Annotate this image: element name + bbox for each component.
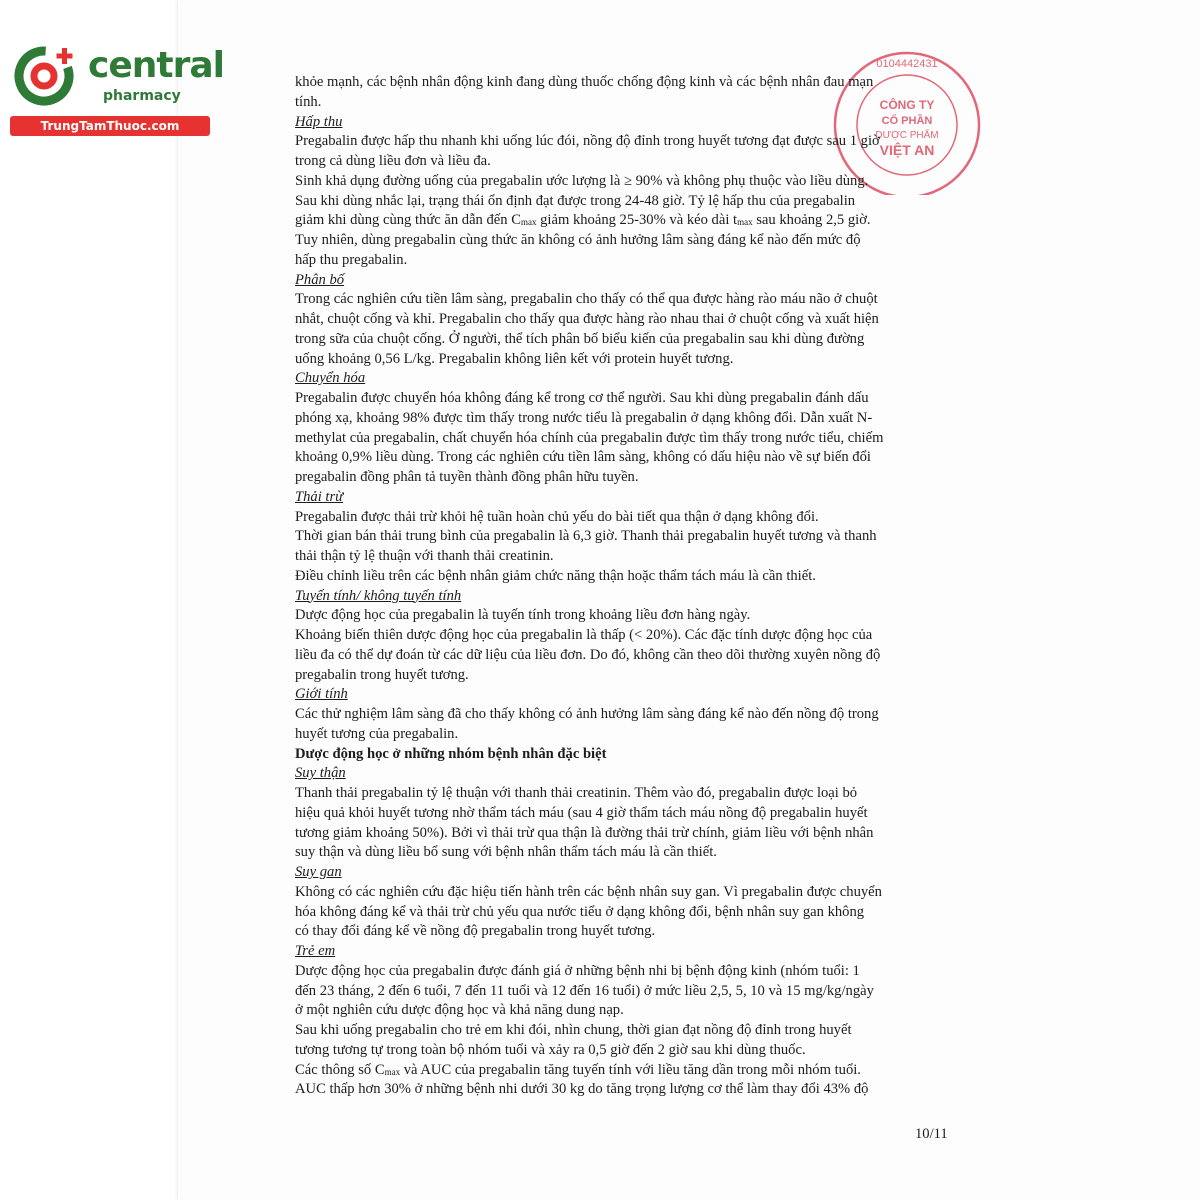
text-line: đến 23 tháng, 2 đến 6 tuổi, 7 đến 11 tuổi và 12 đến 16 tuổi) ở mức liều 2,5, 5, 10 và 15 mg/kg/ngày [295,982,874,999]
text-line: Pregabalin được hấp thu nhanh khi uống lúc đói, nồng độ đỉnh trong huyết tương đạt được sau 1 giờ [295,133,880,150]
document-body [295,73,977,1100]
text-line: Khoảng biến thiên dược động học của pregabalin là thấp (< 20%). Các đặc tính dược động học của [295,627,873,643]
text-line: suy thận và dùng liều bổ sung với bệnh nhân thẩm tách máu là cần thiết. [295,844,717,861]
text-line: Dược động học của pregabalin là tuyến tính trong khoảng liều đơn hàng ngày. [295,607,751,624]
logo-subtitle: pharmacy [103,88,181,104]
text-line: giảm khi dùng cùng thức ăn dẫn đến $C_{max}$ giảm khoảng 25-30% và kéo dài $t_{max}$ sau khoảng 2,5 giờ. [295,212,871,229]
logo-mark-icon [10,38,88,116]
text-line: Sau khi uống pregabalin cho trẻ em khi đói, nhìn chung, thời gian đạt nồng độ đỉnh trong huyết [295,1022,852,1038]
text-line: thải thận tỷ lệ thuận với thanh thải creatinin. [295,548,554,564]
text-line: pregabalin đồng phân tả tuyền thành đồng phân hữu tuyền. [295,469,639,485]
stamp-company-line2: CỔ PHẦN [881,115,933,127]
text-line: có thay đổi đáng kể về nồng độ pregabalin trong huyết tương. [295,923,656,940]
page-number: 10/11 [915,1126,948,1142]
text-line: Điều chỉnh liều trên các bệnh nhân giảm chức năng thận hoặc thẩm tách máu là cần thiết. [295,567,816,584]
section-heading-tre-em: Trẻ em [295,943,336,959]
text-line: Các thông số $C_{max}$ và AUC của pregabalin tăng tuyến tính với liều tăng dần trong mỗi nhóm tuổi. [295,1061,861,1078]
text-line: liều đa có thể dự đoán từ các dữ liệu của liều đơn. Do đó, không cần theo dõi thường xuyên nồng độ [295,646,881,663]
text-line: Thời gian bán thải trung bình của pregabalin là 6,3 giờ. Thanh thải pregabalin huyết tương và thanh [295,528,877,545]
text-line: uống khoảng 0,56 L/kg. Pregabalin không liên kết với protein huyết tương. [295,350,734,367]
section-heading-hap-thu: Hấp thu [295,113,343,130]
central-pharmacy-logo [10,38,224,138]
text-line: Các thử nghiệm lâm sàng đã cho thấy không có ảnh hưởng lâm sàng đáng kể nào đến nồng độ trong [295,706,879,722]
stamp-company-name: VIỆT AN [879,142,935,158]
text-line: AUC thấp hơn 30% ở những bệnh nhi dưới 30 kg do tăng trọng lượng cơ thể làm thay đổi 43% độ [295,1081,869,1098]
section-heading-chuyen-hoa: Chuyển hóa [295,370,366,387]
section-heading-gioi-tinh: Giới tính [295,686,348,703]
text-line: hiệu quả khỏi huyết tương nhờ thẩm tách máu (sau 4 giờ thẩm tách máu nồng độ pregabalin huyết [295,804,868,821]
text-line: huyết tương của pregabalin. [295,725,459,742]
text-line: pregabalin trong huyết tương. [295,666,469,683]
text-line: Không có các nghiên cứu đặc hiệu tiến hành trên các bệnh nhân suy gan. Vì pregabalin được chuyển [295,883,882,900]
text-line: nhắt, chuột cống và khỉ. Pregabalin cho thấy qua được hàng rào nhau thai ở chuột cống và xuất hiện [295,311,879,327]
stamp-company-line3: DƯỢC PHẨM [875,130,939,141]
text-line: Tuy nhiên, dùng pregabalin cùng thức ăn không có ảnh hưởng lâm sàng đáng kể nào đến mức độ [295,232,861,248]
text-line: Sinh khả dụng đường uống của pregabalin ước lượng là ≥ 90% và không phụ thuộc vào liều dùng. [295,172,869,189]
text-line: ở một nghiên cứu dược động học và khả năng dung nạp. [295,1002,624,1019]
section-heading-duoc-dong-hoc: Dược động học ở những nhóm bệnh nhân đặc biệt [295,745,607,762]
text-line: tương giảm khoảng 50%). Bởi vì thải trừ qua thận là đường thải trừ chính, giảm liều với bệnh nhân [295,824,874,841]
text-line: hóa không đáng kể và thải trừ chủ yếu qua nước tiểu ở dạng không đổi, bệnh nhân suy gan không [295,903,865,920]
section-heading-thai-tru: Thải trừ [295,488,344,505]
text-line: Thanh thải pregabalin tỷ lệ thuận với thanh thải creatinin. Thêm vào đó, pregabalin được loại bỏ [295,785,858,801]
text-line: hấp thu pregabalin. [295,251,408,268]
section-heading-suy-gan: Suy gan [295,864,342,880]
logo-banner: TrungTamThuoc.com [10,116,210,136]
section-heading-tuyen-tinh: Tuyến tính/ không tuyến tính [295,587,462,604]
section-heading-suy-than: Suy thận [295,765,346,782]
logo-name: central [88,45,224,86]
text-line: methylat của pregabalin, chất chuyển hóa chính của pregabalin được tìm thấy trong nước tiểu, chiếm [295,429,884,446]
text-line: Pregabalin được chuyển hóa không đáng kể trong cơ thể người. Sau khi dùng pregabalin đánh dấu [295,390,869,406]
text-line: trong cả dùng liều đơn và liều đa. [295,153,491,169]
text-line: Sau khi dùng nhắc lại, trạng thái ổn định đạt được trong 24-48 giờ. Tỷ lệ hấp thu của pregabalin [295,192,856,209]
text-line: Dược động học của pregabalin được đánh giá ở những bệnh nhi bị bệnh động kinh (nhóm tuổi: 1 [295,962,860,979]
stamp-top-text: 0104442431 [876,58,938,70]
text-line: khỏe mạnh, các bệnh nhân động kinh đang dùng thuốc chống động kinh và các bệnh nhân đau mạn [295,74,874,90]
stamp-company-line1: CÔNG TY [879,98,935,112]
text-line: khoảng 0,9% liều dùng. Trong các nghiên cứu tiền lâm sàng, không có dấu hiệu nào về sự biến đổi [295,449,871,466]
text-line: tính. [295,93,322,110]
section-heading-phan-bo: Phân bố [295,271,345,288]
text-line: trong sữa của chuột cống. Ở người, thể tích phân bố biểu kiến của pregabalin sau khi dùng đường [295,330,865,347]
text-line: tương tương tự trong toàn bộ nhóm tuổi và xảy ra 0,5 giờ đến 2 giờ sau khi dùng thuốc. [295,1041,806,1058]
text-line: Trong các nghiên cứu tiền lâm sàng, pregabalin cho thấy có thể qua được hàng rào máu não ở chuột [295,291,878,308]
text-line: phóng xạ, khoảng 98% được tìm thấy trong nước tiểu là pregabalin ở dạng không đổi. Dẫn xuất N- [295,409,873,426]
text-line: Pregabalin được thải trừ khỏi hệ tuần hoàn chủ yếu do bài tiết qua thận ở dạng không đổi. [295,508,819,525]
